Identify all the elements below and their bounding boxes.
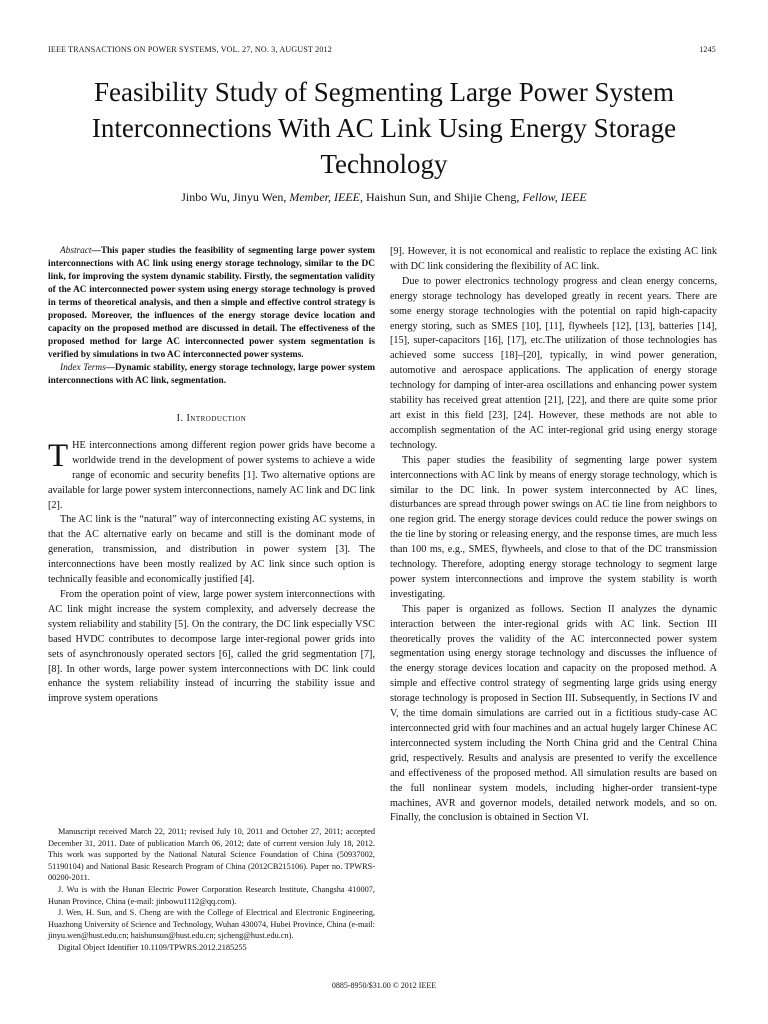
- intro-paragraph-1-text: HE interconnections among different region power grids have become a worldwide trend in the development of power systems to achieve a wide range of economic and security benefits [1]. Two alternative options are available for large power system interconnections, namely AC link and DC link [2].: [48, 439, 375, 511]
- page-number: 1245: [699, 45, 716, 54]
- abstract: [48, 245, 375, 362]
- abstract-label: Abstract: [60, 246, 92, 256]
- index-terms-text: —Dynamic stability, energy storage technology, large power system interconnections with AC link, segmentation.: [48, 363, 375, 386]
- author-3: , Haishun Sun, and: [359, 190, 454, 204]
- footnote: [48, 826, 375, 954]
- journal-name: IEEE TRANSACTIONS ON POWER SYSTEMS, VOL. 27, NO. 3, AUGUST 2012: [48, 45, 332, 54]
- footnote-doi: Digital Object Identifier 10.1109/TPWRS.2012.2185255: [58, 942, 247, 952]
- left-column: [48, 245, 375, 707]
- footnote-manuscript: Manuscript received March 22, 2011; revised July 10, 2011 and October 27, 2011; accepted December 31, 2011. Date of publication March 06, 2012; date of current version July 18, 2012. This work was supported by the National Natural Science Foundation of China (50937002, 51190104) and National Basic Research Program of China (2012CB215106). Paper no. TPWRS-00200-2011.: [48, 827, 375, 883]
- copyright-footer: 0885-8950/$31.00 © 2012 IEEE: [331, 981, 437, 990]
- index-terms-label: Index Terms: [60, 363, 106, 373]
- right-paragraph-3: This paper studies the feasibility of segmenting large power system interconnections with AC link by means of energy storage technology, which is similar to the DC link. In power system interconnected by AC lines, disturbances are spread through power swings on AC tie line from neighbors to one region grid. The energy storage devices could reduce the power swings on the tie line by storing or releasing energy, and the response times, are much less than 100 ms, e.g., SMES, flywheels, and close to that of the DC transmission technology. Therefore, adopting energy storage technology to segment large power system interconnections and improve the system stability is worth investigating.: [390, 454, 717, 600]
- right-column: [390, 245, 717, 826]
- section-number: I.: [176, 413, 184, 424]
- right-paragraph-1: [9]. However, it is not economical and realistic to replace the existing AC link with DC link considering the flexibility of AC link.: [390, 246, 717, 272]
- author-4-role: Fellow, IEEE: [522, 190, 587, 204]
- intro-paragraph-3: From the operation point of view, large power system interconnections with AC link might increase the system complexity, and adversely decrease the system reliability and stability [5]. On the contrary, the DC link especially VSC based HVDC contributes to decompose large inter-regional power grids into sets of asynchronously operated sectors [6], called the grid segmentation [7], [8]. In other words, large power system interconnections with DC link could enhance the system reliability instead of incurring the stability issue and improve system operations: [48, 588, 375, 705]
- paper-title: Feasibility Study of Segmenting Large Power System Interconnections With AC Link Using Energy Storage Technology: [91, 77, 677, 179]
- author-2-role: Member, IEEE: [289, 190, 360, 204]
- author-1: Jinbo Wu,: [181, 190, 233, 204]
- intro-paragraph-2: The AC link is the “natural” way of interconnecting existing AC systems, in that the AC alternative early on became and still is the dominant mode of generation, transmission, and distribution in power system [3]. The interconnections have been mostly realized by AC link since such option is technically feasible and economically justified [4].: [48, 514, 375, 586]
- footnote-author-wu: J. Wu is with the Hunan Electric Power Corporation Research Institute, Changsha 410007, Hunan Province, China (e-mail: jinbowu1112@qq.com).: [48, 884, 375, 906]
- abstract-text: —This paper studies the feasibility of segmenting large power system interconnections with AC link using energy storage technology, similar to the DC link, for improving the system dynamic stability. Firstly, the segmentation validity of the AC interconnected power system using energy storage technology is proved in terms of theoretical analysis, and then a simple and effective control strategy is proposed. Moreover, the influences of the energy storage device location and capacity on the proposed method are discussed in detail. The effectiveness of the proposed method for large AC interconnected power system segmentation is verified by simulations in two AC interconnected power systems.: [48, 246, 375, 360]
- right-paragraph-4: This paper is organized as follows. Section II analyzes the dynamic interaction between the inter-regional grids with AC link. Section III theoretically proves the validity of the AC interconnected power system segmentation using energy storage technology and discusses the influence of the energy storage devices location and capacity on the proposed method. A simple and effective control strategy of segmenting large grids using energy storage technology is proposed in Section III. Subsequently, in Sections IV and V, the time domain simulations are carried out in a fictitious study-case AC interconnected grid with four machines and an actual hugely larger Chinese AC interconnected system including the North China grid and the Central China grid, respectively. Results and analysis are presented to verify the excellence and effectiveness of the proposed method. All simulation results are based on the full nonlinear system models, including higher-order transient-type machines, AVR and governor models, detailed network models, and so on. Finally, the conclusion is obtained in Section VI.: [390, 603, 717, 824]
- footnote-author-affiliations: J. Wen, H. Sun, and S. Cheng are with the College of Electrical and Electronic Engineering, Huazhong University of Science and Technology, Wuhan 430074, Hubei Province, China (e-mail: jinyu.wen@hust.edu.cn; haishunsun@hust.edu.cn; sjcheng@hust.edu.cn).: [48, 908, 375, 941]
- intro-paragraph-1: [48, 439, 375, 514]
- section-title: Introduction: [186, 413, 247, 424]
- drop-cap: T: [48, 437, 69, 474]
- running-head: [48, 45, 716, 54]
- section-heading: [48, 412, 375, 427]
- right-paragraph-2: Due to power electronics technology progress and clean energy concerns, energy storage technology has developed greatly in recent years. There are some energy storage technologies with the potential on rapid high-capacity energy storing, such as SMES [10], [11], flywheels [12], [13], batteries [14], [15], super-capacitors [16], [17], etc.The utilization of those technologies has achieved some success [18]–[20], typically, in wind power generation, automotive and aerospace applications. The application of energy storage technology for damping of inter-area oscillations and enhancing power system stability has received great attention [21], [22], and there are quite some prior art exist in this field [23], [24]. However, these methods are not able to accomplish segmentation of the AC inter-regional grid using energy storage technology.: [390, 275, 717, 451]
- author-4: Shijie Cheng,: [453, 190, 523, 204]
- author-list: [40, 190, 728, 205]
- index-terms: [48, 362, 375, 388]
- author-2: Jinyu Wen,: [232, 190, 290, 204]
